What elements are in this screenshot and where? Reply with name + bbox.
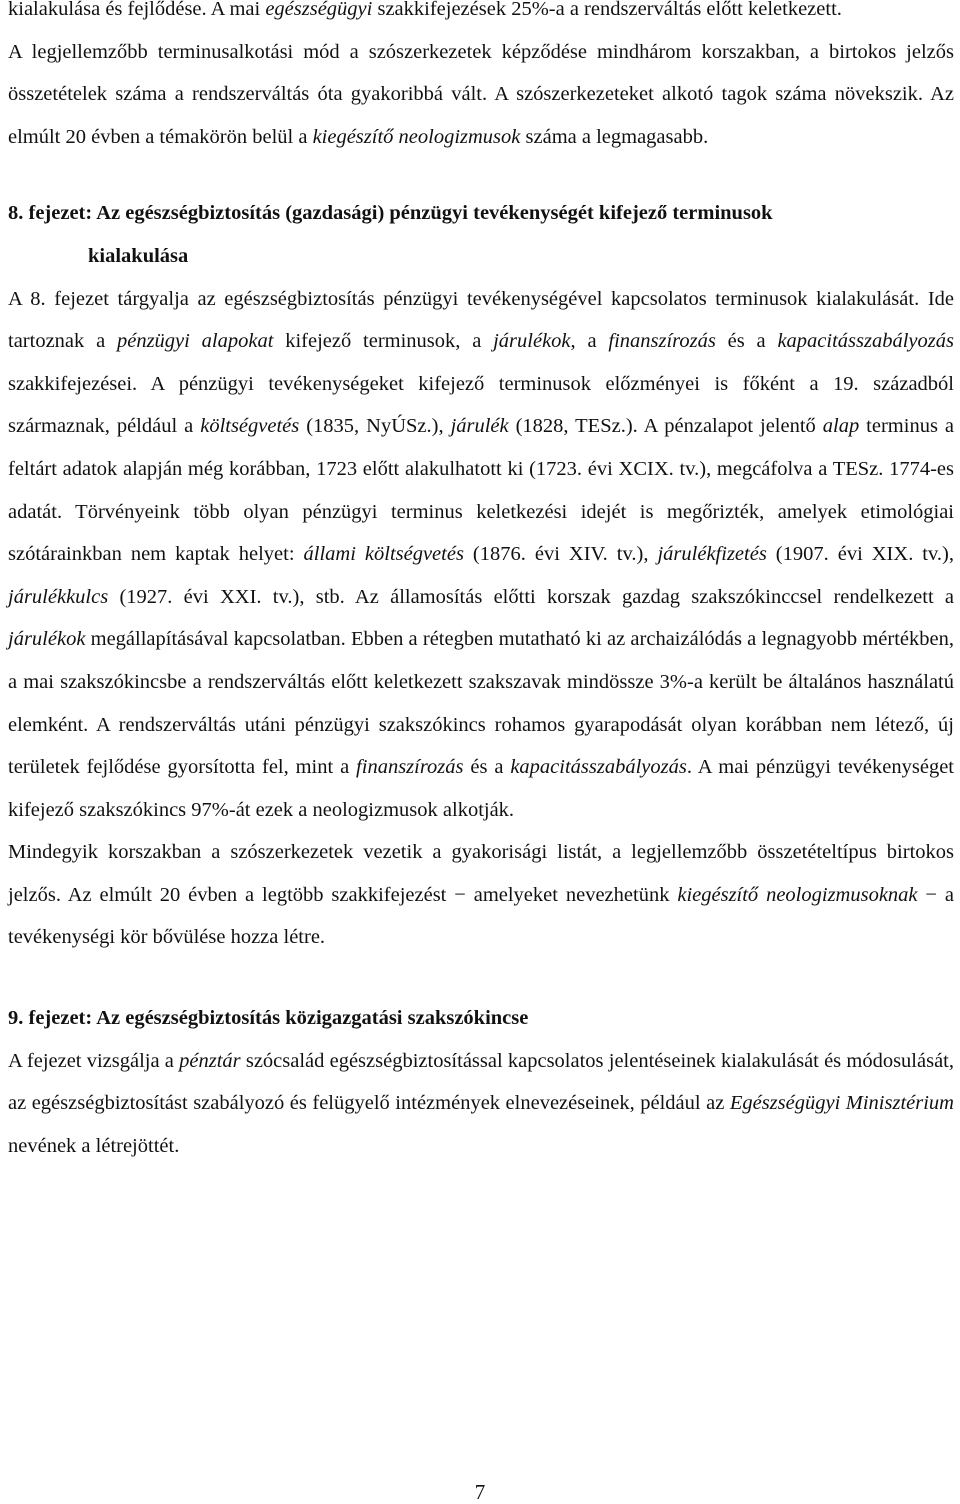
italic-term: kiegészítő neologizmusok	[312, 125, 521, 148]
paragraph-intro-continuation	[8, 0, 954, 31]
italic-term: állami költségvetés	[303, 543, 464, 566]
italic-term: egészségügyi	[265, 0, 373, 20]
text-run: , a	[570, 330, 609, 353]
italic-term: járulékfizetés	[657, 543, 767, 566]
italic-term: járulékok	[493, 330, 571, 353]
italic-term: finanszírozás	[356, 756, 464, 779]
text-run: szakkifejezései. A pénzügyi tevékenységeket kifejező terminusok előzményei is főként a 19. századból származnak, például a	[8, 372, 954, 438]
text-run: terminus a feltárt adatok alapján még korábban, 1723 előtt alakulhatott ki (1723. évi XCIX. tv.), megcáfolva a TESz. 1774-es adatát. Törvényeink több olyan pénzügyi terminus keletkezési idejét is megőrizték, amelyek etimológiai szótárainkban nem kaptak helyet:	[8, 415, 954, 566]
italic-term: pénztár	[179, 1049, 241, 1072]
paragraph-chapter-8-body	[8, 278, 954, 832]
paragraph-chapter-8-conclusion	[8, 831, 954, 959]
chapter-8-heading	[8, 192, 954, 277]
italic-term: kiegészítő neologizmusoknak	[677, 883, 918, 906]
text-run: A legjellemzőbb terminusalkotási mód a szószerkezetek képződése mindhárom korszakban, a birtokos jelzős összetételek száma a rendszerváltás óta gyakoribbá vált. A szószerkezeteket alkotó tagok száma növekszik. Az elmúlt 20 évben a témakörön belül a	[8, 40, 954, 148]
italic-term: járulékkulcs	[8, 585, 109, 608]
text-run: Mindegyik korszakban a szószerkezetek vezetik a gyakorisági listát, a legjellemzőbb összetételtípus birtokos jelzős. Az elmúlt 20 évben a legtöbb szakkifejezést − amelyeket nevezhetünk	[8, 841, 954, 906]
italic-term: járulékok	[8, 628, 86, 651]
italic-term: kapacitásszabályozás	[510, 756, 687, 779]
text-run: és a	[463, 756, 511, 779]
text-run: szakkifejezések 25%-a a rendszerváltás előtt keletkezett.	[372, 0, 842, 20]
italic-term: kapacitásszabályozás	[777, 330, 954, 353]
text-run: A 8. fejezet tárgyalja az egészségbiztosítás pénzügyi tevékenységével kapcsolatos terminusok kialakulását. Ide tartoznak a	[8, 287, 954, 353]
text-run: (1828, TESz.). A pénzalapot jelentő	[508, 415, 823, 438]
text-run: kifejező terminusok, a	[273, 330, 494, 353]
text-run: − a tevékenységi kör bővülése hozza létre.	[8, 883, 954, 949]
text-run: . A mai pénzügyi tevékenységet kifejező szakszókincs 97%-át ezek a neologizmusok alkotják.	[8, 756, 954, 821]
italic-term: finanszírozás	[608, 330, 716, 353]
text-run: szócsalád egészségbiztosítással kapcsolatos jelentéseinek kialakulását és módosulását, az egészségbiztosítást szabályozó és felügyelő intézmények elnevezéseinek, például az	[8, 1049, 954, 1115]
chapter-9-heading: 9. fejezet: Az egészségbiztosítás közigazgatási szakszókincse	[8, 1007, 529, 1030]
chapter-8-heading-line1: 8. fejezet: Az egészségbiztosítás (gazdasági) pénzügyi tevékenységét kifejező terminusok	[8, 202, 773, 225]
page-number: 7	[474, 1480, 486, 1504]
text-run: és a	[715, 330, 778, 353]
italic-term: költségvetés	[200, 415, 300, 438]
text-run: (1907. évi XIX. tv.),	[766, 543, 954, 566]
paragraph-summary	[8, 31, 954, 159]
text-run: megállapításával kapcsolatban. Ebben a rétegben mutatható ki az archaizálódás a legnagyobb mértékben, a mai szakszókincsbe a rendszerváltás előtt keletkezett szakszavak mindössze 3%-a került be általános használatú elemként. A rendszerváltás utáni pénzügyi szakszókincs rohamos gyarapodását olyan korábban nem létező, új területek fejlődése gyorsította fel, mint a	[8, 628, 954, 779]
text-run: (1876. évi XIV. tv.),	[463, 543, 658, 566]
italic-term: Egészségügyi Minisztérium	[729, 1092, 954, 1115]
text-run: (1835, NyÚSz.),	[299, 415, 451, 438]
paragraph-chapter-9-body	[8, 1040, 954, 1168]
chapter-8-heading-line2: kialakulása	[88, 244, 189, 267]
text-run: nevének a létrejöttét.	[8, 1134, 180, 1157]
text-run: kialakulása és fejlődése. A mai	[8, 0, 266, 20]
italic-term: pénzügyi alapokat	[116, 330, 274, 353]
italic-term: járulék	[450, 415, 509, 438]
document-page	[8, 0, 954, 1167]
text-run: (1927. évi XXI. tv.), stb. Az államosítás előtti korszak gazdag szakszókinccsel rendelkezett a	[108, 585, 954, 608]
text-run: A fejezet vizsgálja a	[8, 1049, 180, 1072]
italic-term: alap	[822, 415, 860, 438]
text-run: száma a legmagasabb.	[520, 125, 709, 148]
